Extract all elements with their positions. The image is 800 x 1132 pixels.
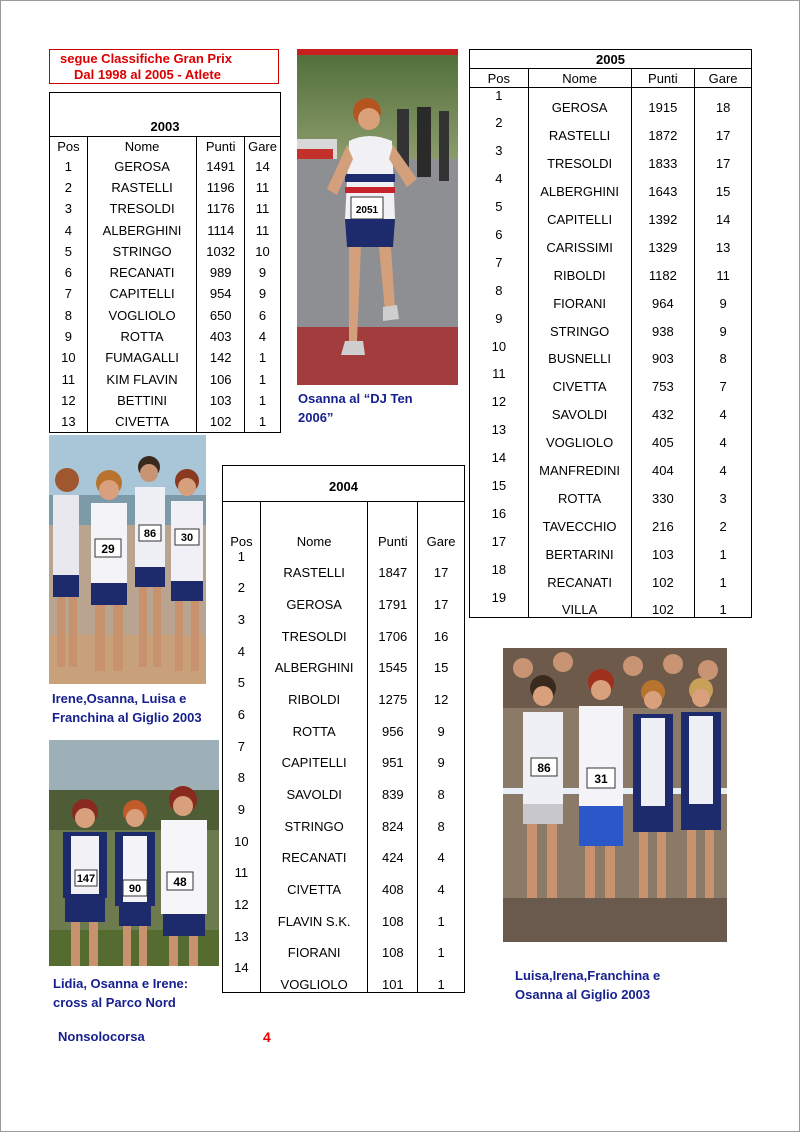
cell-gare: 1	[258, 413, 267, 429]
table-row	[50, 368, 281, 389]
cell-nome: ALBERGHINI	[260, 644, 368, 676]
cell-nome: STRINGO	[260, 802, 368, 834]
cell-pos: 6	[223, 707, 261, 739]
cell-nome: GEROSA	[528, 88, 631, 116]
table-row	[50, 262, 281, 283]
table-row	[470, 88, 752, 116]
cell-pos: 6	[50, 262, 88, 283]
runner-photo-illustration	[297, 49, 458, 385]
bib-number: 31	[594, 772, 608, 786]
cell-gare: 9	[437, 755, 445, 771]
table-row	[223, 739, 465, 771]
photo-giglio-group-2	[503, 648, 727, 942]
cell-gare: 1	[437, 945, 445, 961]
cell-punti: 1833	[631, 143, 695, 171]
cell-punti: 938	[631, 311, 695, 339]
bib-number: 90	[128, 883, 142, 895]
cell-punti: 108	[368, 929, 418, 961]
cell-nome: TRESOLDI	[528, 143, 631, 171]
cell-nome: RIBOLDI	[528, 255, 631, 283]
col-header-pos: Pos	[223, 502, 261, 549]
table-body-2004	[223, 549, 465, 993]
cell-nome: BETTINI	[87, 390, 197, 411]
caption-line: Lidia, Osanna e Irene:	[53, 976, 189, 991]
runner-bib-number: 2051	[355, 205, 379, 216]
table-row	[50, 305, 281, 326]
cell-gare: 14	[715, 211, 731, 227]
cell-punti: 1176	[197, 198, 245, 219]
table-row	[470, 366, 752, 394]
cell-nome: VILLA	[528, 590, 631, 618]
cell-punti: 103	[197, 390, 245, 411]
cell-nome: FUMAGALLI	[87, 347, 197, 368]
cell-pos: 1	[50, 156, 88, 177]
cell-nome: CAPITELLI	[260, 739, 368, 771]
table-row	[470, 394, 752, 422]
table-row	[223, 834, 465, 866]
cell-pos: 16	[470, 506, 529, 534]
cell-punti: 142	[197, 347, 245, 368]
table-row	[470, 478, 752, 506]
table-row	[470, 590, 752, 618]
cell-punti: 1643	[631, 171, 695, 199]
cell-nome: RIBOLDI	[260, 675, 368, 707]
bib-number: 29	[101, 542, 115, 556]
cell-pos: 4	[50, 219, 88, 240]
cell-punti: 1392	[631, 199, 695, 227]
cell-gare: 11	[255, 201, 270, 217]
cell-pos: 14	[470, 450, 529, 478]
col-header-nome: Nome	[260, 502, 368, 549]
caption-line: Irene,Osanna, Luisa e	[52, 691, 187, 706]
cell-pos: 8	[470, 283, 529, 311]
page-heading	[49, 49, 279, 84]
table-row	[223, 929, 465, 961]
cell-nome: TRESOLDI	[260, 612, 368, 644]
col-header-nome: Nome	[87, 137, 197, 156]
cell-pos: 3	[470, 143, 529, 171]
cell-nome: ROTTA	[87, 326, 197, 347]
cell-pos: 4	[223, 644, 261, 676]
cell-punti: 839	[368, 770, 418, 802]
cell-punti: 102	[631, 590, 695, 618]
cell-nome: CAPITELLI	[87, 283, 197, 304]
caption-line: Osanna al Giglio 2003	[515, 987, 651, 1002]
table-row	[50, 219, 281, 240]
cell-pos: 10	[223, 834, 261, 866]
cell-gare: 1	[258, 392, 267, 408]
cell-gare: 18	[715, 100, 731, 116]
cell-gare: 11	[716, 267, 730, 283]
table-row	[470, 562, 752, 590]
cell-punti: 108	[368, 897, 418, 929]
table-row	[470, 255, 752, 283]
photo-parco-nord	[49, 740, 219, 966]
cell-pos: 14	[223, 960, 261, 992]
cell-pos: 10	[470, 339, 529, 367]
cell-gare: 17	[433, 596, 449, 612]
cell-pos: 6	[470, 227, 529, 255]
cell-pos: 1	[470, 88, 529, 116]
table-row	[223, 675, 465, 707]
cell-punti: 1491	[197, 156, 245, 177]
cell-pos: 9	[50, 326, 88, 347]
cell-gare: 4	[437, 882, 445, 898]
cell-gare: 12	[433, 691, 449, 707]
table-row	[470, 422, 752, 450]
cell-pos: 11	[470, 366, 529, 394]
cell-nome: FLAVIN S.K.	[260, 897, 368, 929]
table-row	[50, 326, 281, 347]
cell-gare: 6	[258, 307, 267, 323]
cell-punti: 951	[368, 739, 418, 771]
cell-pos: 7	[470, 255, 529, 283]
cell-punti: 216	[631, 506, 695, 534]
footer-page-number: 4	[263, 1029, 271, 1045]
group-photo-illustration	[49, 435, 206, 684]
caption-line: Luisa,Irena,Franchina e	[515, 968, 661, 983]
table-row	[50, 411, 281, 432]
cell-gare: 4	[719, 462, 727, 478]
cell-punti: 408	[368, 865, 418, 897]
caption-osanna-dj-ten	[298, 389, 413, 427]
table-row	[50, 283, 281, 304]
cell-punti: 424	[368, 834, 418, 866]
cell-punti: 1847	[368, 549, 418, 581]
table-row	[470, 534, 752, 562]
cell-nome: RECANATI	[528, 562, 631, 590]
table-row	[470, 227, 752, 255]
cell-nome: CARISSIMI	[528, 227, 631, 255]
table-row	[223, 612, 465, 644]
cell-gare: 3	[719, 490, 727, 506]
cell-pos: 3	[223, 612, 261, 644]
caption-line: Osanna al “DJ Ten	[298, 391, 413, 406]
cell-pos: 13	[223, 929, 261, 961]
cell-nome: GEROSA	[87, 156, 197, 177]
cell-gare: 1	[258, 350, 267, 366]
cell-gare: 4	[437, 850, 445, 866]
col-header-pos: Pos	[470, 69, 529, 88]
cell-gare: 10	[255, 243, 270, 259]
cell-pos: 18	[470, 562, 529, 590]
cell-pos: 12	[223, 897, 261, 929]
cell-nome: CIVETTA	[260, 865, 368, 897]
cell-pos: 8	[223, 770, 261, 802]
cell-punti: 405	[631, 422, 695, 450]
cell-punti: 403	[197, 326, 245, 347]
cell-pos: 5	[50, 241, 88, 262]
ranking-table-2003	[49, 92, 281, 433]
cell-nome: RECANATI	[87, 262, 197, 283]
cell-nome: SAVOLDI	[528, 394, 631, 422]
cell-nome: SAVOLDI	[260, 770, 368, 802]
table-row	[50, 156, 281, 177]
caption-giglio-2	[515, 966, 660, 1004]
bib-number: 86	[143, 528, 157, 540]
table-row	[470, 339, 752, 367]
cell-punti: 102	[197, 411, 245, 432]
cell-punti: 1545	[368, 644, 418, 676]
cell-punti: 1182	[631, 255, 695, 283]
table-row	[50, 390, 281, 411]
cell-punti: 650	[197, 305, 245, 326]
cell-pos: 3	[50, 198, 88, 219]
cell-gare: 1	[437, 976, 445, 992]
cell-gare: 17	[715, 156, 731, 172]
cell-gare: 17	[715, 128, 731, 144]
cell-gare: 16	[433, 628, 449, 644]
cell-punti: 1329	[631, 227, 695, 255]
cell-pos: 2	[50, 177, 88, 198]
table-row	[470, 311, 752, 339]
cell-punti: 330	[631, 478, 695, 506]
cell-nome: RECANATI	[260, 834, 368, 866]
cell-gare: 9	[437, 723, 445, 739]
cell-gare: 14	[255, 158, 270, 174]
table-row	[50, 241, 281, 262]
cell-gare: 1	[719, 546, 727, 562]
cell-punti: 1706	[368, 612, 418, 644]
table-year-2003: 2003	[50, 93, 281, 137]
cell-nome: CIVETTA	[528, 366, 631, 394]
cell-gare: 9	[258, 286, 267, 302]
cell-gare: 15	[715, 184, 731, 200]
table-row	[223, 707, 465, 739]
cell-punti: 753	[631, 366, 695, 394]
cell-nome: RASTELLI	[528, 115, 631, 143]
table-row	[223, 802, 465, 834]
cell-nome: TRESOLDI	[87, 198, 197, 219]
heading-line-2: Dal 1998 al 2005 - Atlete	[74, 67, 221, 82]
bib-number: 30	[180, 532, 194, 544]
table-row	[223, 580, 465, 612]
cell-nome: FIORANI	[260, 929, 368, 961]
col-header-pos: Pos	[50, 137, 88, 156]
cell-gare: 8	[437, 787, 445, 802]
caption-line: cross al Parco Nord	[53, 995, 176, 1010]
cell-pos: 19	[470, 590, 529, 618]
cell-nome: CAPITELLI	[528, 199, 631, 227]
table-year-2005: 2005	[470, 50, 752, 69]
cell-punti: 1872	[631, 115, 695, 143]
table-body-2003	[50, 156, 281, 433]
cell-gare: 4	[258, 329, 267, 345]
cell-gare: 1	[437, 913, 445, 929]
cell-gare: 7	[719, 379, 727, 395]
cell-nome: RASTELLI	[87, 177, 197, 198]
table-row	[470, 506, 752, 534]
cell-nome: STRINGO	[87, 241, 197, 262]
photo-giglio-group-1	[49, 435, 206, 684]
cell-nome: VOGLIOLO	[260, 960, 368, 992]
cell-nome: TAVECCHIO	[528, 506, 631, 534]
photo-osanna-dj-ten	[297, 49, 458, 385]
cell-nome: BUSNELLI	[528, 339, 631, 367]
cell-gare: 17	[433, 565, 449, 581]
cell-gare: 8	[719, 351, 727, 367]
cell-punti: 102	[631, 562, 695, 590]
table-row	[470, 143, 752, 171]
cell-nome: ROTTA	[528, 478, 631, 506]
cell-nome: CIVETTA	[87, 411, 197, 432]
col-header-nome: Nome	[528, 69, 631, 88]
table-row	[470, 115, 752, 143]
cell-gare: 13	[715, 239, 731, 255]
cell-nome: FIORANI	[528, 283, 631, 311]
cell-nome: VOGLIOLO	[528, 422, 631, 450]
cell-nome: ROTTA	[260, 707, 368, 739]
cell-gare: 9	[719, 323, 727, 339]
cell-gare: 2	[719, 518, 727, 534]
cell-punti: 989	[197, 262, 245, 283]
cell-punti: 1275	[368, 675, 418, 707]
cell-pos: 4	[470, 171, 529, 199]
cell-punti: 101	[368, 960, 418, 992]
cell-gare: 1	[719, 574, 727, 590]
cell-nome: BERTARINI	[528, 534, 631, 562]
table-row	[50, 198, 281, 219]
caption-line: 2006”	[298, 410, 334, 425]
cell-gare: 8	[437, 818, 445, 834]
cell-nome: ALBERGHINI	[528, 171, 631, 199]
caption-parco-nord	[53, 974, 188, 1012]
cell-nome: KIM FLAVIN	[87, 368, 197, 389]
cell-pos: 13	[50, 411, 88, 432]
cell-punti: 106	[197, 368, 245, 389]
ranking-table-2004	[222, 465, 465, 993]
heading-line-1: segue Classifiche Gran Prix	[60, 51, 232, 66]
table-row	[223, 549, 465, 581]
cell-punti: 903	[631, 339, 695, 367]
table-row	[50, 347, 281, 368]
col-header-punti: Punti	[197, 137, 245, 156]
cell-punti: 956	[368, 707, 418, 739]
cell-gare: 9	[258, 265, 267, 281]
bib-number: 48	[173, 875, 187, 889]
table-body-2005	[470, 88, 752, 618]
cell-nome: GEROSA	[260, 580, 368, 612]
cell-pos: 5	[470, 199, 529, 227]
table-row	[223, 865, 465, 897]
cell-pos: 5	[223, 675, 261, 707]
ranking-table-2005	[469, 49, 752, 618]
cell-nome: VOGLIOLO	[87, 305, 197, 326]
cell-pos: 11	[50, 368, 88, 389]
cell-punti: 432	[631, 394, 695, 422]
cell-punti: 1032	[197, 241, 245, 262]
cell-pos: 12	[470, 394, 529, 422]
cell-punti: 824	[368, 802, 418, 834]
cell-punti: 1196	[197, 177, 245, 198]
cross-photo-illustration	[49, 740, 219, 966]
cell-pos: 1	[223, 549, 261, 581]
cell-nome: STRINGO	[528, 311, 631, 339]
caption-giglio-1	[52, 689, 202, 727]
footer-publication: Nonsolocorsa	[58, 1029, 145, 1044]
cell-gare: 15	[433, 660, 449, 676]
table-row	[470, 283, 752, 311]
cell-pos: 11	[223, 865, 261, 897]
cell-pos: 9	[470, 311, 529, 339]
cell-punti: 1915	[631, 88, 695, 116]
bib-number: 147	[76, 873, 96, 885]
cell-nome: ALBERGHINI	[87, 219, 197, 240]
table-row	[50, 177, 281, 198]
cell-pos: 12	[50, 390, 88, 411]
cell-nome: RASTELLI	[260, 549, 368, 581]
cell-pos: 10	[50, 347, 88, 368]
cell-gare: 1	[258, 371, 267, 387]
cell-pos: 15	[470, 478, 529, 506]
cell-gare: 11	[255, 222, 270, 238]
col-header-gare: Gare	[248, 138, 277, 154]
cell-pos: 17	[470, 534, 529, 562]
cell-punti: 1114	[197, 219, 245, 240]
col-header-gare: Gare	[426, 533, 456, 549]
cell-gare: 4	[719, 435, 727, 451]
cell-pos: 2	[470, 115, 529, 143]
table-row	[470, 171, 752, 199]
cell-pos: 2	[223, 580, 261, 612]
table-row	[223, 644, 465, 676]
table-year-2004: 2004	[223, 466, 465, 502]
table-row	[223, 770, 465, 802]
table-row	[223, 897, 465, 929]
cell-pos: 7	[50, 283, 88, 304]
col-header-punti: Punti	[631, 69, 695, 88]
cell-pos: 7	[223, 739, 261, 771]
table-row	[470, 199, 752, 227]
cell-gare: 4	[719, 407, 727, 423]
cell-gare: 11	[255, 179, 270, 195]
cell-punti: 954	[197, 283, 245, 304]
cell-pos: 9	[223, 802, 261, 834]
col-header-punti: Punti	[368, 502, 418, 549]
cell-punti: 103	[631, 534, 695, 562]
caption-line: Franchina al Giglio 2003	[52, 710, 202, 725]
cell-punti: 964	[631, 283, 695, 311]
table-row	[470, 450, 752, 478]
col-header-gare: Gare	[695, 69, 752, 88]
cell-pos: 13	[470, 422, 529, 450]
bib-number: 86	[537, 761, 551, 775]
table-row	[223, 960, 465, 992]
cell-nome: MANFREDINI	[528, 450, 631, 478]
start-line-photo-illustration	[503, 648, 727, 942]
cell-punti: 1791	[368, 580, 418, 612]
cell-gare: 9	[719, 295, 727, 311]
cell-punti: 404	[631, 450, 695, 478]
cell-pos: 8	[50, 305, 88, 326]
cell-gare: 1	[719, 601, 727, 617]
